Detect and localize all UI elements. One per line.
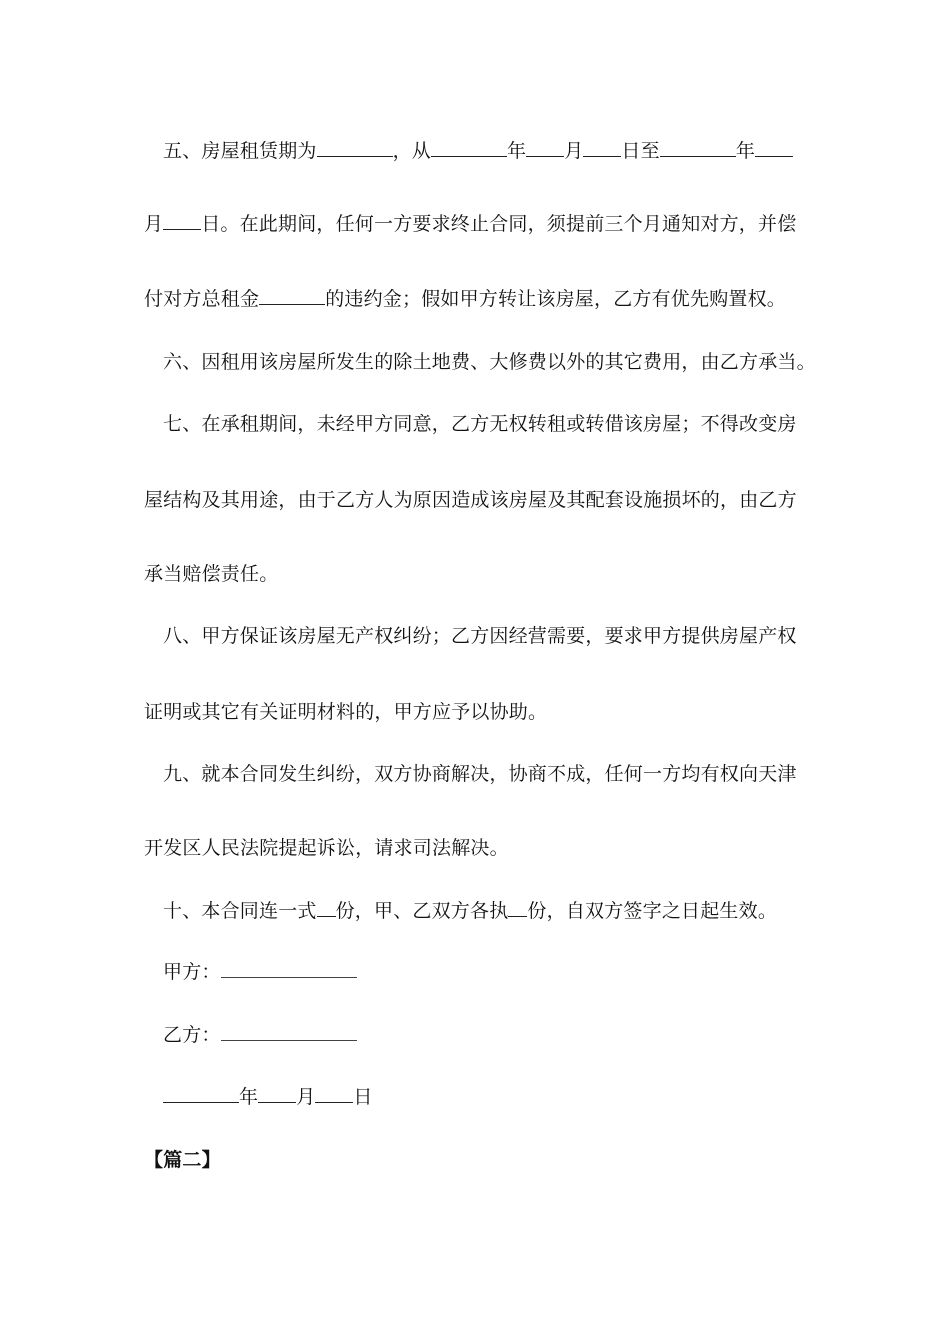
clause-5-text: 日至	[621, 140, 660, 162]
penalty-blank[interactable]	[259, 287, 325, 305]
party-b-signature-line	[163, 1023, 357, 1047]
party-b-label: 乙方：	[163, 1024, 221, 1046]
clause-10	[163, 899, 777, 923]
clause-5-text: 付对方总租金	[144, 288, 260, 310]
clause-6: 六、因租用该房屋所发生的除土地费、大修费以外的其它费用，由乙方承当。	[163, 351, 816, 373]
lease-term-blank[interactable]	[317, 139, 393, 157]
clause-7-line-1: 七、在承租期间，未经甲方同意，乙方无权转租或转借该房屋；不得改变房	[163, 413, 797, 435]
clause-8-line-2: 证明或其它有关证明材料的，甲方应予以协助。	[144, 701, 548, 723]
party-b-signature-blank[interactable]	[221, 1023, 357, 1041]
signing-date-line	[163, 1085, 373, 1109]
signing-year-blank[interactable]	[163, 1085, 239, 1103]
signing-month-blank[interactable]	[258, 1085, 296, 1103]
clause-9-line-2: 开发区人民法院提起诉讼，请求司法解决。	[144, 837, 509, 859]
party-a-label: 甲方：	[163, 961, 221, 983]
start-day-blank[interactable]	[583, 139, 621, 157]
end-day-blank[interactable]	[163, 212, 201, 230]
clause-10-text: 份，自双方签字之日起生效。	[527, 900, 778, 922]
end-month-blank[interactable]	[755, 139, 793, 157]
clause-5-text: 月	[144, 213, 164, 235]
clause-8-line-1: 八、甲方保证该房屋无产权纠纷；乙方因经营需要，要求甲方提供房屋产权	[163, 625, 797, 647]
clause-5-text: 年	[507, 140, 527, 162]
end-year-blank[interactable]	[660, 139, 736, 157]
clause-5-text: 的违约金；假如甲方转让该房屋，乙方有优先购置权。	[325, 288, 787, 310]
clause-5-line-1	[163, 139, 793, 163]
clause-9-line-1: 九、就本合同发生纠纷，双方协商解决，协商不成，任何一方均有权向天津	[163, 763, 797, 785]
clause-7-line-3: 承当赔偿责任。	[144, 563, 279, 585]
clause-10-text: 份，甲、乙双方各执	[335, 900, 509, 922]
copies-total-blank[interactable]	[317, 899, 336, 917]
start-year-blank[interactable]	[431, 139, 507, 157]
clause-5-line-3	[144, 287, 786, 311]
signing-day-blank[interactable]	[315, 1085, 353, 1103]
clause-5-text: 日。在此期间，任何一方要求终止合同，须提前三个月通知对方，并偿	[201, 213, 797, 235]
party-a-signature-blank[interactable]	[221, 960, 357, 978]
date-year-label: 年	[239, 1086, 259, 1108]
section-heading: 【篇二】	[144, 1149, 221, 1171]
clause-10-text: 十、本合同连一式	[163, 900, 317, 922]
clause-5-text: 月	[564, 140, 584, 162]
clause-5-text: 五、房屋租赁期为	[163, 140, 317, 162]
date-month-label: 月	[296, 1086, 316, 1108]
clause-7-line-2: 屋结构及其用途，由于乙方人为原因造成该房屋及其配套设施损坏的，由乙方	[144, 489, 797, 511]
start-month-blank[interactable]	[526, 139, 564, 157]
clause-5-text: ，从	[392, 140, 432, 162]
date-day-label: 日	[353, 1086, 373, 1108]
clause-5-line-2	[144, 212, 796, 236]
clause-5-text: 年	[735, 140, 756, 162]
party-a-signature-line	[163, 960, 357, 984]
copies-each-blank[interactable]	[508, 899, 527, 917]
